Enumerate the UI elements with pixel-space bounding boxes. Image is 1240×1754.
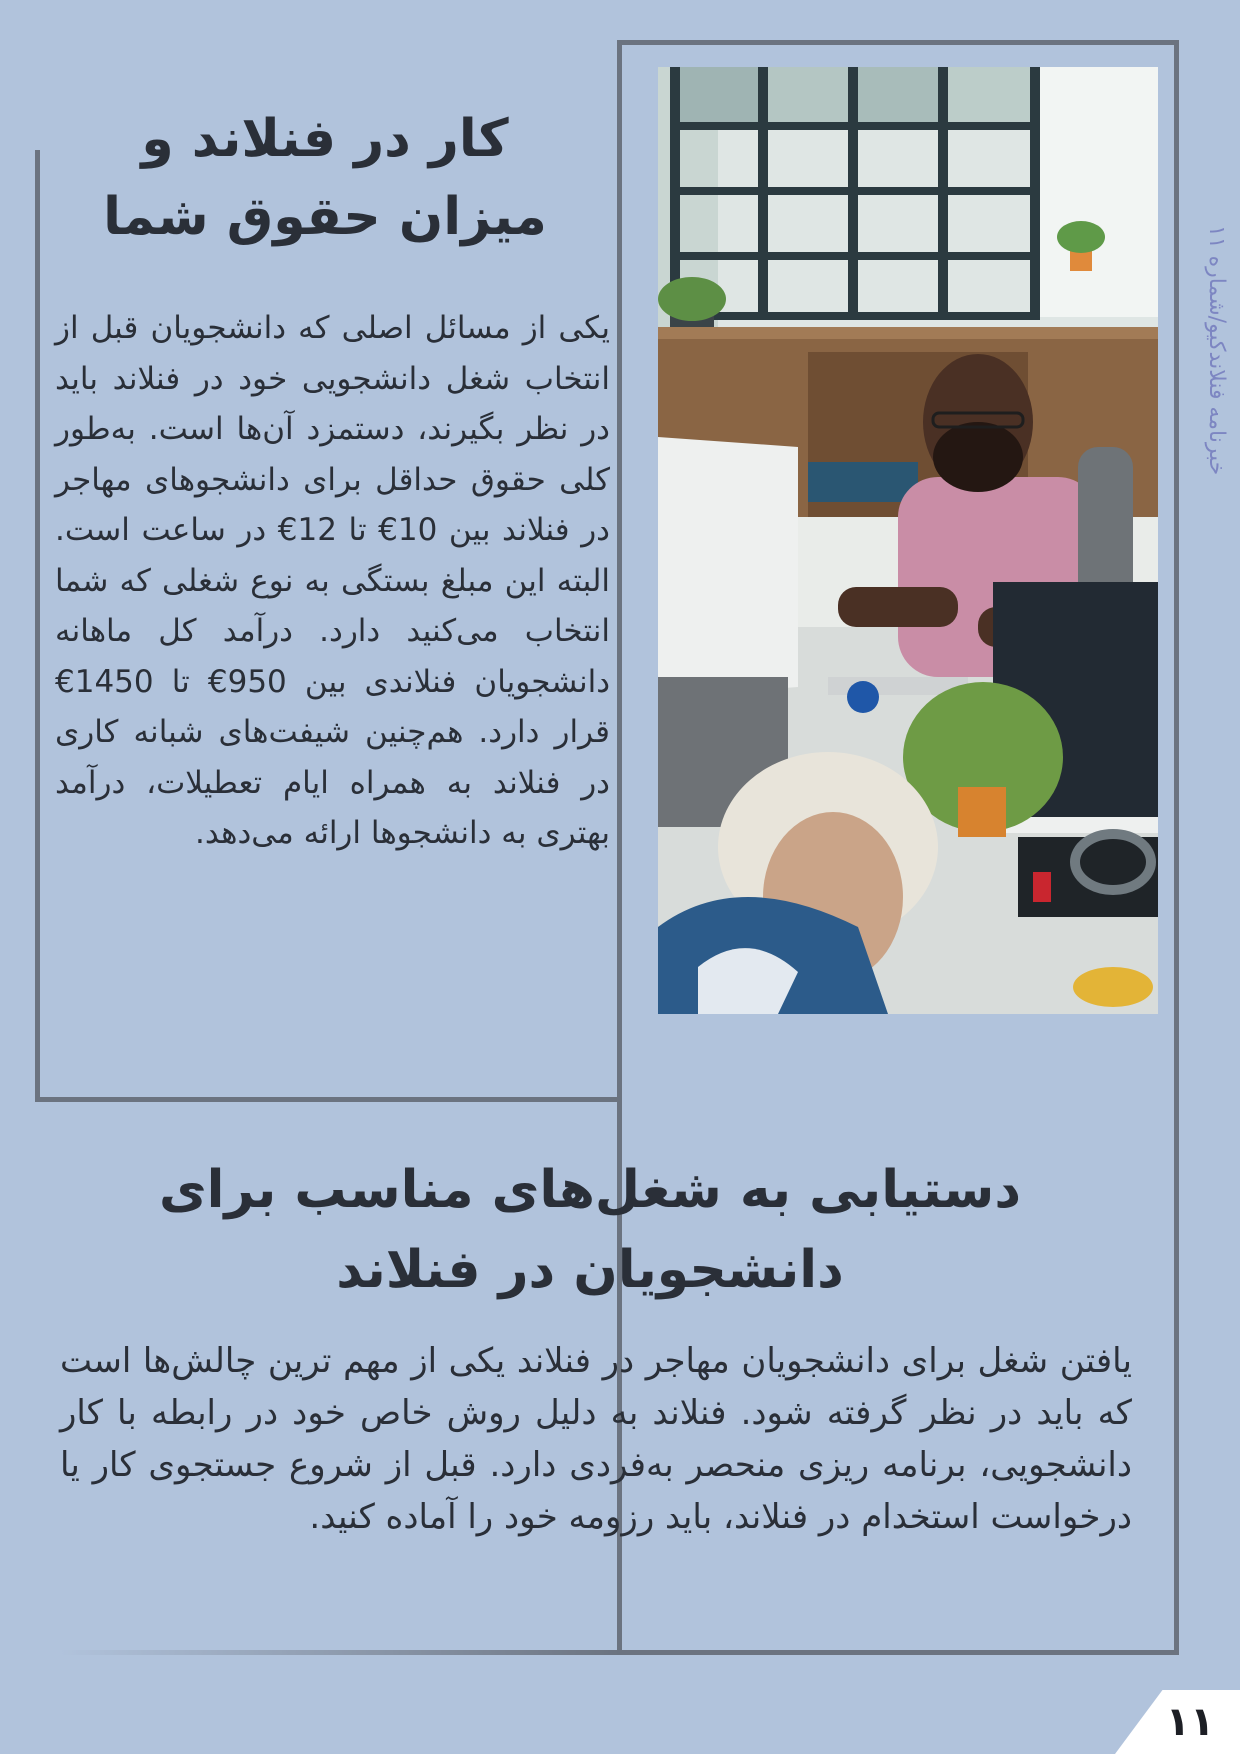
office-photo [658, 67, 1158, 1014]
section1-title: کار در فنلاند و میزان حقوق شما [103, 109, 547, 247]
section2-title: دستیابی به شغل‌های مناسب برای دانشجویان در فنلاند [158, 1160, 1022, 1300]
page-number: ۱۱ [1165, 1699, 1215, 1745]
newsletter-side-label: خبرنامه فنلاندکیو/شماره ۱۱ [1204, 224, 1229, 476]
section1-body: یکی از مسائل اصلی که دانشجویان قبل از انتخاب شغل دانشجویی خود در فنلاند باید در نظر بگیرند، دستمزد آن‌ها است. به‌طور کلی حقوق حداقل برای دانشجوهای مهاجر در فنلاند بین 10€ تا 12€ در ساعت است. البته این مبلغ بستگی به نوع شغلی که شما انتخاب می‌کنید دارد. درآمد کل ماهانه دانشجویان فنلاندی بین 950€ تا 1450€ قرار دارد. هم‌چنین شیفت‌های شبانه کاری در فنلاند به همراه ایام تعطیلات، درآمد بهتری به دانشجوها ارائه می‌دهد. [55, 310, 610, 851]
section2-body: یافتن شغل برای دانشجویان مهاجر در فنلاند یکی از مهم ترین چالش‌ها است که باید در نظر گرفته شود. فنلاند به دلیل روش خاص خود در رابطه با کار دانشجویی، برنامه ریزی منحصر به‌فردی دارد. قبل از شروع جستجوی کار یا درخواست استخدام در فنلاند، باید رزومه خود را آماده کنید. [60, 1341, 1132, 1537]
frame-bottom-divider [60, 1650, 620, 1655]
